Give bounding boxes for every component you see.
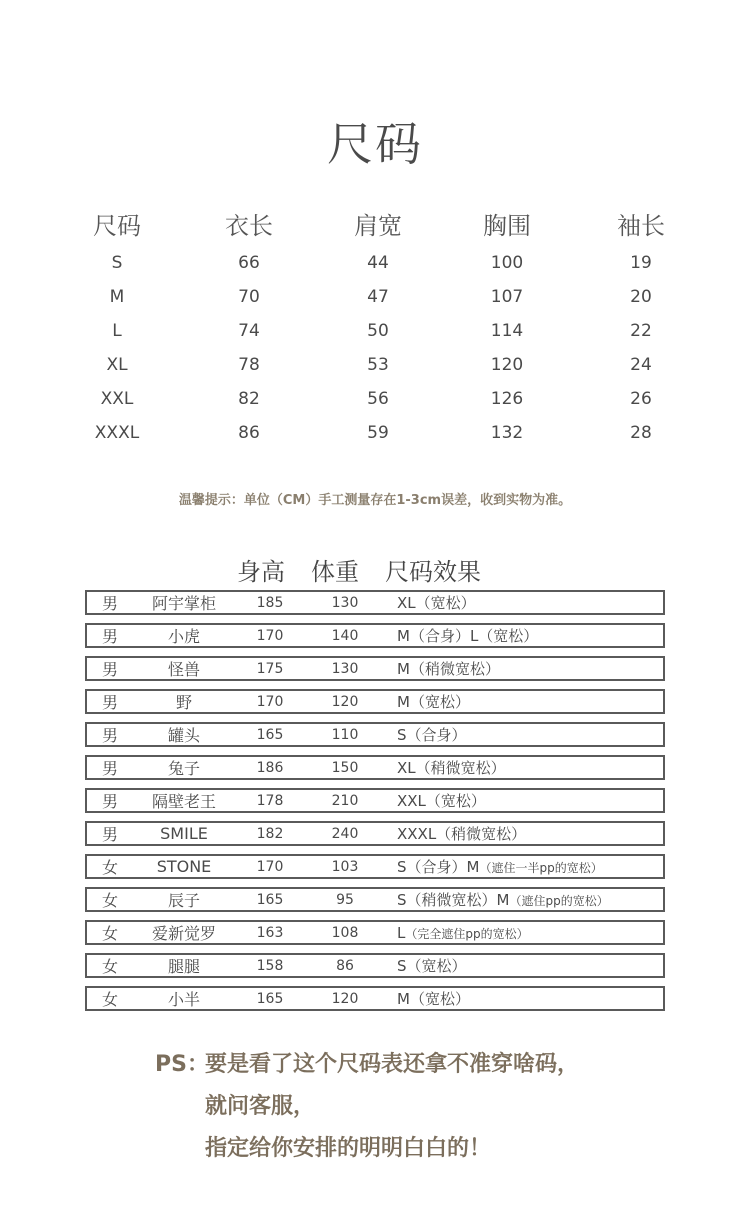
weight-cell: 150 <box>331 759 359 776</box>
fit-size: XXXL（稍微宽松） <box>397 825 527 843</box>
fit-cell <box>385 856 603 877</box>
header-chest: 胸围 <box>483 211 531 240</box>
ps-line: 就问客服， <box>205 1094 316 1119</box>
page-title: 尺码 <box>327 117 423 171</box>
recommendation-row <box>85 887 665 912</box>
size-chart-cell: 126 <box>490 389 524 409</box>
recommendation-table <box>85 590 665 1019</box>
fit-cell <box>385 625 538 646</box>
gender-cell: 男 <box>101 759 118 778</box>
size-chart-cell: M <box>109 287 125 307</box>
size-chart-row <box>55 348 705 382</box>
fit-size: L <box>397 923 406 942</box>
weight-cell: 95 <box>336 891 354 908</box>
fit-cell <box>385 658 500 679</box>
fit-size: XXL（宽松） <box>397 792 486 810</box>
fit-size: M（宽松） <box>397 990 470 1008</box>
header-shoulder: 肩宽 <box>354 211 402 240</box>
weight-cell: 130 <box>331 660 359 677</box>
size-chart-cell: 114 <box>490 321 524 341</box>
size-chart-cell: 50 <box>367 321 389 341</box>
recommendation-row <box>85 986 665 1011</box>
size-chart-cell: 28 <box>630 423 652 443</box>
height-cell: 185 <box>256 594 284 611</box>
size-chart-cell: 66 <box>238 253 260 273</box>
size-chart-cell: 24 <box>630 355 652 375</box>
recommendation-row <box>85 722 665 747</box>
gender-cell: 男 <box>101 792 118 811</box>
size-chart-table <box>55 200 705 450</box>
height-cell: 186 <box>256 759 284 776</box>
name-cell: 小虎 <box>167 627 200 646</box>
measurement-note: 温馨提示：单位（CM）手工测量存在1-3cm误差，收到实物为准。 <box>178 493 572 508</box>
size-chart-cell: 20 <box>630 287 652 307</box>
height-cell: 165 <box>256 891 284 908</box>
fit-cell <box>385 889 609 910</box>
weight-cell: 86 <box>336 957 354 974</box>
name-cell: STONE <box>156 857 212 876</box>
size-chart-row <box>55 280 705 314</box>
fit-size: XL（宽松） <box>397 594 476 612</box>
height-cell: 182 <box>256 825 284 842</box>
ps-line: 指定给你安排的明明白白的！ <box>205 1136 492 1161</box>
fit-cell <box>385 988 470 1009</box>
height-cell: 158 <box>256 957 284 974</box>
name-cell: 小半 <box>167 990 200 1009</box>
size-chart-row <box>55 416 705 450</box>
name-cell: 野 <box>175 693 192 712</box>
name-cell: SMILE <box>160 824 208 843</box>
gender-cell: 男 <box>101 726 118 745</box>
header-length: 衣长 <box>225 211 273 240</box>
gender-cell: 女 <box>101 858 118 877</box>
gender-cell: 女 <box>101 924 118 943</box>
name-cell: 辰子 <box>167 891 200 910</box>
height-cell: 165 <box>256 726 284 743</box>
size-chart-cell: 86 <box>238 423 260 443</box>
size-chart-cell: 107 <box>490 287 524 307</box>
recommendation-row <box>85 590 665 615</box>
height-cell: 175 <box>256 660 284 677</box>
ps-label: PS： <box>155 1052 209 1077</box>
weight-cell: 110 <box>331 726 359 743</box>
name-cell: 腿腿 <box>167 957 200 976</box>
recommendation-row <box>85 920 665 945</box>
recommendation-row <box>85 788 665 813</box>
height-cell: 163 <box>256 924 284 941</box>
size-chart-header <box>55 200 705 246</box>
weight-cell: 120 <box>331 990 359 1007</box>
fit-cell <box>385 955 467 976</box>
size-chart-cell: 47 <box>367 287 389 307</box>
size-chart-cell: 26 <box>630 389 652 409</box>
recommendation-row <box>85 623 665 648</box>
size-chart-row <box>55 246 705 280</box>
name-cell: 爱新觉罗 <box>151 924 216 943</box>
size-chart-cell: 78 <box>238 355 260 375</box>
gender-cell: 女 <box>101 990 118 1009</box>
fit-size: M（稍微宽松） <box>397 660 500 678</box>
weight-cell: 240 <box>331 825 359 842</box>
fit-detail: （遮住pp的宽松） <box>509 894 609 908</box>
fit-size: S（宽松） <box>397 957 467 975</box>
recommendation-header <box>237 552 507 587</box>
name-cell: 罐头 <box>167 726 200 745</box>
fit-detail: （遮住一半pp的宽松） <box>479 861 603 875</box>
height-cell: 165 <box>256 990 284 1007</box>
size-chart-cell: S <box>111 253 123 273</box>
size-chart-cell: 53 <box>367 355 389 375</box>
height-cell: 170 <box>256 693 284 710</box>
size-chart-cell: 132 <box>490 423 524 443</box>
header-size: 尺码 <box>93 211 141 240</box>
size-chart-cell: 120 <box>490 355 524 375</box>
header-height: 身高 <box>237 558 285 586</box>
name-cell: 兔子 <box>167 759 200 778</box>
fit-cell <box>385 823 526 844</box>
header-weight: 体重 <box>311 558 359 586</box>
fit-size: S（合身）M <box>397 858 480 876</box>
fit-size: XL（稍微宽松） <box>397 759 506 777</box>
gender-cell: 女 <box>101 957 118 976</box>
size-chart-cell: 59 <box>367 423 389 443</box>
weight-cell: 108 <box>331 924 359 941</box>
size-chart-row <box>55 382 705 416</box>
name-cell: 隔壁老王 <box>151 792 216 811</box>
size-chart-cell: 100 <box>490 253 524 273</box>
fit-cell <box>385 757 506 778</box>
weight-cell: 120 <box>331 693 359 710</box>
size-chart-cell: 70 <box>238 287 260 307</box>
height-cell: 178 <box>256 792 284 809</box>
height-cell: 170 <box>256 627 284 644</box>
gender-cell: 男 <box>101 627 118 646</box>
fit-cell <box>385 691 470 712</box>
fit-cell <box>385 592 476 613</box>
header-fit: 尺码效果 <box>385 558 481 586</box>
fit-size: S（合身） <box>397 726 467 744</box>
fit-detail: （完全遮住pp的宽松） <box>405 926 529 941</box>
weight-cell: 130 <box>331 594 359 611</box>
recommendation-row <box>85 953 665 978</box>
fit-cell <box>385 724 467 745</box>
weight-cell: 103 <box>331 858 359 875</box>
fit-size: M（宽松） <box>397 693 470 711</box>
recommendation-row <box>85 854 665 879</box>
gender-cell: 女 <box>101 891 118 910</box>
size-chart-cell: 74 <box>238 321 260 341</box>
size-chart-cell: XXL <box>100 389 134 409</box>
fit-size: M（合身）L（宽松） <box>397 627 539 645</box>
name-cell: 阿宇掌柜 <box>151 594 216 613</box>
weight-cell: 210 <box>331 792 359 809</box>
size-chart-cell: XXXL <box>94 423 140 443</box>
size-chart-cell: 19 <box>630 253 652 273</box>
size-chart-cell: XL <box>106 355 128 375</box>
weight-cell: 140 <box>331 627 359 644</box>
recommendation-row <box>85 755 665 780</box>
recommendation-row <box>85 656 665 681</box>
gender-cell: 男 <box>101 825 118 844</box>
size-chart-cell: 44 <box>367 253 389 273</box>
gender-cell: 男 <box>101 594 118 613</box>
size-chart-row <box>55 314 705 348</box>
fit-cell <box>385 790 486 811</box>
size-chart-cell: 56 <box>367 389 389 409</box>
recommendation-row <box>85 821 665 846</box>
header-sleeve: 袖长 <box>617 211 665 240</box>
height-cell: 170 <box>256 858 284 875</box>
fit-size: S（稍微宽松）M <box>397 891 510 909</box>
ps-note <box>155 1044 579 1170</box>
size-chart-cell: L <box>112 321 122 341</box>
gender-cell: 男 <box>101 660 118 679</box>
recommendation-row <box>85 689 665 714</box>
size-chart-cell: 22 <box>630 321 652 341</box>
size-chart-cell: 82 <box>238 389 260 409</box>
gender-cell: 男 <box>101 693 118 712</box>
fit-cell <box>385 924 529 942</box>
ps-line: 要是看了这个尺码表还拿不准穿啥码， <box>205 1052 580 1077</box>
name-cell: 怪兽 <box>167 660 200 679</box>
